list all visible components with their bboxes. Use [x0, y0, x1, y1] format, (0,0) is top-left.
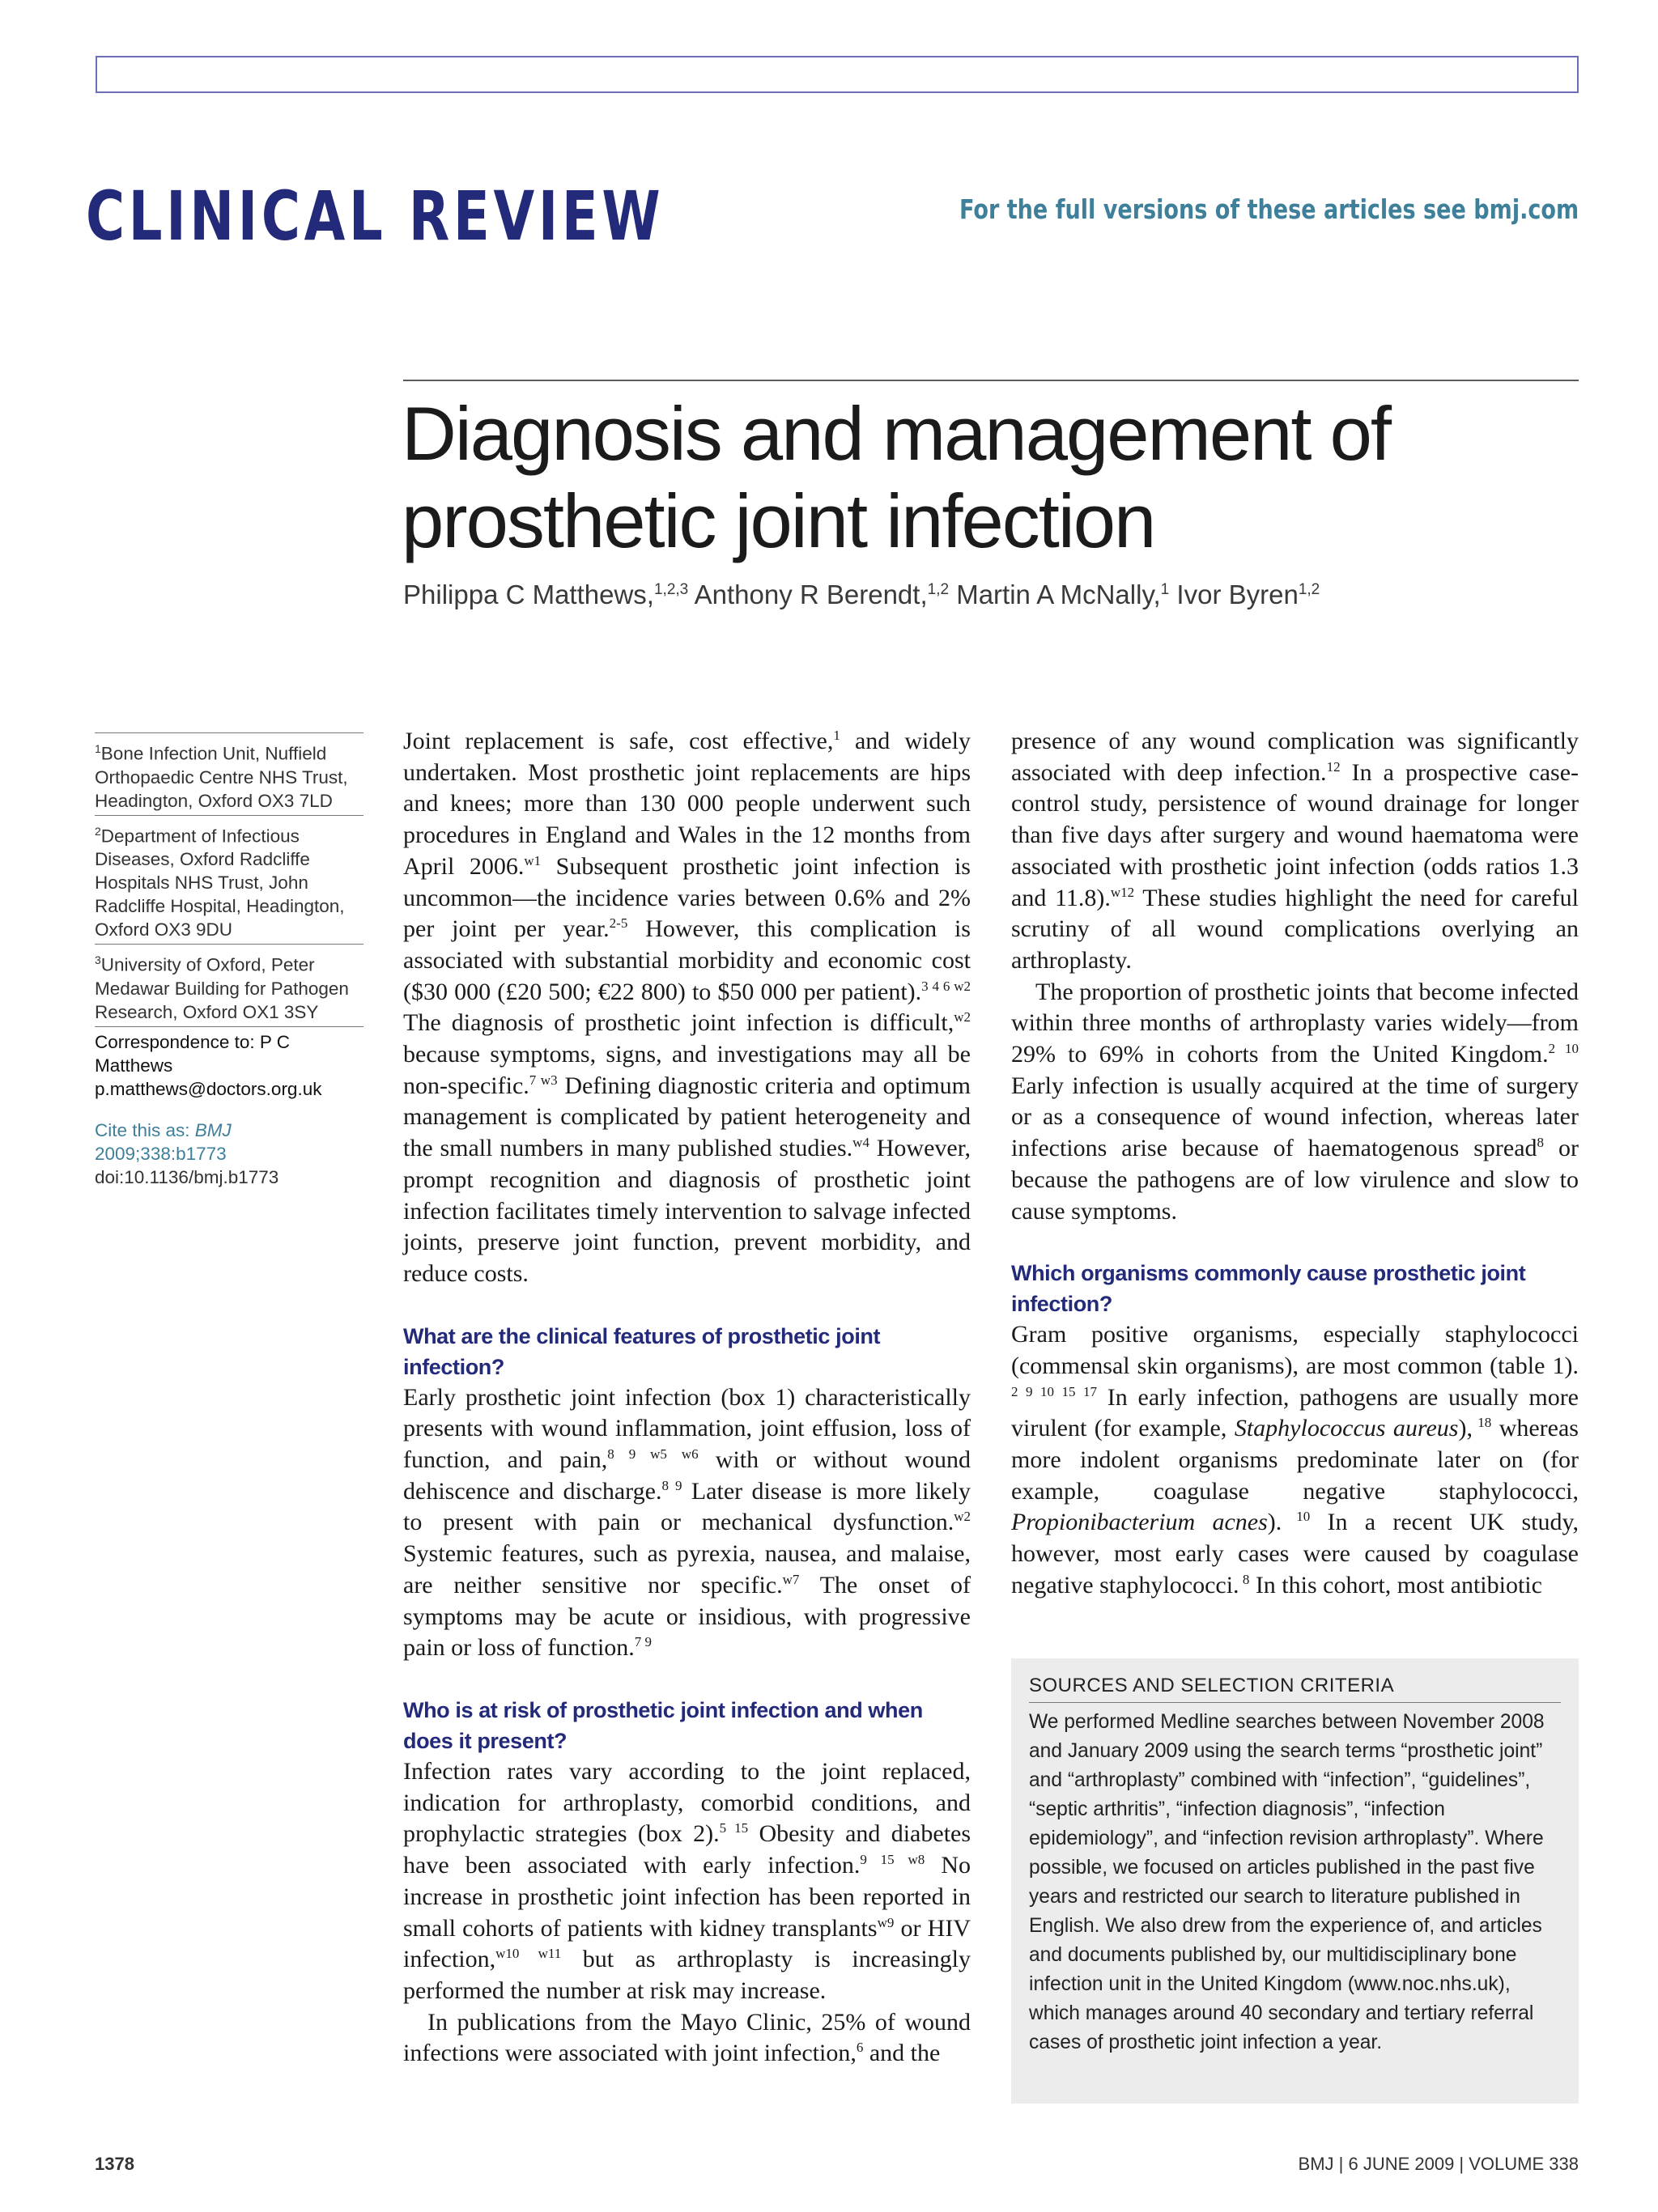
affiliation-number: 3 — [95, 953, 101, 966]
cite-label: Cite this as: — [95, 1119, 195, 1140]
paragraph — [1011, 1319, 1579, 1601]
cite-line — [95, 1119, 363, 1165]
text-run: Systemic features, such as pyrexia, nausea, and malaise, are neither sensitive nor specific. — [403, 1540, 971, 1598]
author — [695, 580, 957, 609]
author — [956, 580, 1176, 609]
citation-ref[interactable]: 5 15 — [719, 1820, 749, 1836]
paragraph — [1011, 977, 1579, 1228]
text-run: These studies highlight the need for careful scrutiny of all wound complications overlying an arthroplasty. — [1011, 884, 1579, 974]
author-affiliation-ref: 1,2 — [927, 581, 950, 598]
text-run: However, prompt recognition and diagnosis of prosthetic joint infection facilitates timely intervention to salvage infected joints, preserve joint function, prevent morbidity, and reduce costs. — [403, 1135, 971, 1287]
citation-ref[interactable]: w9 — [877, 1914, 895, 1930]
citation-ref[interactable]: 8 — [1537, 1135, 1545, 1151]
paragraph — [403, 2007, 971, 2070]
citation-ref[interactable]: 2 9 10 15 17 — [1011, 1383, 1098, 1399]
citation-ref[interactable]: w1 — [524, 852, 542, 868]
correspondence-email[interactable]: p.matthews@doctors.org.uk — [95, 1078, 322, 1099]
citation-ref[interactable]: 2 10 — [1548, 1041, 1579, 1057]
citation-ref[interactable]: 10 — [1282, 1509, 1311, 1525]
text-run: In a recent UK study, however, most early cases were caused by coagulase negative staphylococci. — [1011, 1509, 1579, 1598]
citation-ref[interactable]: w4 — [852, 1135, 869, 1151]
text-run: ), — [1458, 1415, 1473, 1442]
citation-ref[interactable]: 18 — [1472, 1415, 1492, 1431]
author-affiliation-ref: 1,2 — [1298, 581, 1320, 598]
citation-ref[interactable]: 7 9 — [634, 1634, 653, 1650]
text-run: Infection rates vary according to the joint replaced, indication for arthroplasty, comorbid conditions, and prophylactic strategies (box 2). — [403, 1757, 971, 1848]
text-run: In early infection, pathogens are usually more virulent (for example, — [1011, 1383, 1579, 1442]
text-run: and widely undertaken. Most prosthetic joint replacements are hips and knees; more than 130 000 people underwent such procedures in England and Wales in the 12 months from April 2006. — [403, 728, 971, 880]
text-run: or HIV infection, — [403, 1914, 971, 1973]
affiliation — [95, 732, 363, 815]
title-line-1: Diagnosis and management of — [402, 391, 1391, 476]
italic-term: Staphylococcus aureus — [1234, 1415, 1459, 1442]
text-run: ). — [1267, 1509, 1282, 1536]
affiliation-number: 2 — [95, 824, 101, 838]
text-run: The onset of symptoms may be acute or insidious, with progressive pain or loss of function. — [403, 1571, 971, 1662]
citation — [95, 1119, 363, 1189]
citation-ref[interactable]: 1 — [833, 728, 840, 743]
text-run: whereas more indolent organisms predominate later on (for example, coagulase negative staphylococci, — [1011, 1415, 1579, 1505]
author-name: Martin A McNally, — [956, 580, 1161, 609]
sources-body: We performed Medline searches between November 2008 and January 2009 using the search terms “prosthetic joint” and “arthroplasty” combined with “infection”, “guidelines”, “septic arthritis”, “infection diagnosis”, “infection epidemiology”, and “infection revision arthroplasty”. Where possible, we focused on articles published in the past five years and restricted our search to literature published in English. We also drew from the experience of, and articles and documents published by, our multidisciplinary bone infection unit in the United Kingdom (www.noc.nhs.uk), which manages around 40 secondary and tertiary referral cases of prosthetic joint infection a year. — [1029, 1711, 1545, 2053]
text-run: Gram positive organisms, especially staphylococci (commensal skin organisms), are most common (table 1). — [1011, 1321, 1579, 1379]
affiliation-text: Bone Infection Unit, Nuffield Orthopaedic Centre NHS Trust, Headington, Oxford OX3 7LD — [95, 743, 348, 811]
correspondence-name: Correspondence to: P C Matthews — [95, 1031, 290, 1076]
section-heading: Who is at risk of prosthetic joint infection and when does it present? — [403, 1697, 923, 1753]
section-heading: Which organisms commonly cause prosthetic joint infection? — [1011, 1261, 1526, 1317]
section-label: CLINICAL REVIEW — [86, 176, 665, 256]
text-run: However, this complication is associated with substantial morbidity and economic cost ($30 000 (£20 500; €22 800) to $50 000 per patient). — [403, 915, 971, 1005]
journal-info: BMJ | 6 JUNE 2009 | VOLUME 338 — [1298, 2154, 1579, 2174]
citation-ref[interactable]: 2-5 — [609, 915, 628, 932]
citation-ref[interactable]: 6 — [856, 2040, 864, 2056]
author-list — [403, 580, 1320, 610]
citation-ref[interactable]: w10 w11 — [495, 1946, 562, 1962]
affiliation-number: 1 — [95, 742, 101, 755]
text-run: but as arthroplasty is increasingly performed the number at risk may increase. — [403, 1946, 971, 2004]
author-affiliation-ref: 1,2,3 — [653, 581, 689, 598]
citation-ref[interactable]: 3 4 6 w2 — [921, 978, 971, 994]
author-name: Anthony R Berendt, — [694, 580, 928, 609]
citation-ref[interactable]: 9 15 w8 — [860, 1852, 925, 1868]
cite-ref: 2009;338:b1773 — [95, 1143, 227, 1164]
title-rule — [403, 380, 1579, 381]
correspondence — [95, 1026, 363, 1101]
header-rule-box — [96, 56, 1579, 93]
citation-ref[interactable]: w2 — [954, 1509, 971, 1525]
text-run: because symptoms, signs, and investigations may all be non-specific. — [403, 1041, 971, 1099]
author — [403, 580, 695, 609]
sources-heading: SOURCES AND SELECTION CRITERIA — [1029, 1675, 1561, 1703]
cite-journal: BMJ — [194, 1119, 232, 1140]
citation-ref[interactable]: w7 — [782, 1571, 800, 1587]
text-run: In this cohort, most antibiotic — [1249, 1571, 1542, 1598]
text-run: The diagnosis of prosthetic joint infection is difficult, — [403, 1009, 954, 1037]
italic-term: Propionibacterium acnes — [1011, 1509, 1268, 1536]
author-name: Ivor Byren — [1176, 580, 1299, 609]
citation-ref[interactable]: 8 — [1239, 1571, 1250, 1587]
text-run: Obesity and diabetes have been associated with early infection. — [403, 1820, 971, 1879]
text-run: Early prosthetic joint infection (box 1) characteristically presents with wound inflammation, joint effusion, loss of function, and pain, — [403, 1383, 971, 1474]
affiliation — [95, 944, 363, 1026]
body-column-2 — [1011, 726, 1579, 1602]
text-run: Joint replacement is safe, cost effective, — [403, 728, 834, 754]
text-run: with or without wound dehiscence and discharge. — [403, 1446, 971, 1505]
text-run: or because the pathogens are of low virulence and slow to cause symptoms. — [1011, 1135, 1579, 1225]
full-versions-link-text[interactable]: For the full versions of these articles see bmj.com — [959, 193, 1579, 225]
author-affiliation-ref: 1 — [1160, 581, 1170, 598]
citation-ref[interactable]: w2 — [954, 1009, 971, 1025]
article-title — [402, 390, 1535, 565]
text-run: presence of any wound complication was significantly associated with deep infection. — [1011, 728, 1579, 786]
section-heading: What are the clinical features of prosthetic joint infection? — [403, 1323, 881, 1379]
text-run: In a prospective case-control study, persistence of wound drainage for longer than five days after surgery and wound haematoma were associated with prosthetic joint infection (odds ratios 1.3 and 11.8). — [1011, 758, 1579, 911]
doi: doi:10.1136/bmj.b1773 — [95, 1166, 279, 1187]
affiliations-sidebar — [95, 732, 363, 1189]
text-run: The proportion of prosthetic joints that become infected within three months of arthroplasty varies widely—from 29% to 69% in cohorts from the United Kingdom. — [1011, 978, 1579, 1068]
text-run: In publications from the Mayo Clinic, 25% of wound infections were associated with joint infection, — [403, 2008, 971, 2067]
paragraph — [403, 1756, 971, 2007]
paragraph — [403, 726, 971, 1290]
author — [1176, 580, 1320, 609]
affiliation-text: University of Oxford, Peter Medawar Building for Pathogen Research, Oxford OX1 3SY — [95, 954, 349, 1022]
paragraph — [1011, 726, 1579, 977]
affiliation — [95, 815, 363, 945]
text-run: Later disease is more likely to present with pain or mechanical dysfunction. — [403, 1477, 971, 1536]
citation-ref[interactable]: 7 w3 — [529, 1072, 558, 1088]
text-run: Defining diagnostic criteria and optimum management is complicated by patient heterogeneity and the small numbers in many published studies. — [403, 1072, 971, 1162]
author-name: Philippa C Matthews, — [403, 580, 654, 609]
affiliation-text: Department of Infectious Diseases, Oxford Radcliffe Hospitals NHS Trust, John Radcliffe Hospital, Headington, Oxford OX3 9DU — [95, 826, 345, 940]
text-run: Subsequent prosthetic joint infection is uncommon—the incidence varies between 0.6% and 2% per joint per year. — [403, 852, 971, 943]
title-line-2: prosthetic joint infection — [402, 478, 1155, 563]
citation-ref[interactable]: 8 9 w5 w6 — [607, 1446, 699, 1463]
body-column-1 — [403, 726, 971, 2070]
paragraph — [403, 1382, 971, 1664]
citation-ref[interactable]: w12 — [1110, 884, 1135, 900]
page-number: 1378 — [95, 2154, 134, 2174]
citation-ref[interactable]: 12 — [1326, 758, 1341, 775]
affiliation-list — [95, 732, 363, 1026]
text-run: No increase in prosthetic joint infection has been reported in small cohorts of patients with kidney transplants — [403, 1852, 971, 1942]
sources-and-selection-criteria-box — [1011, 1658, 1579, 2104]
citation-ref[interactable]: 8 9 — [661, 1477, 682, 1493]
text-run: and the — [863, 2040, 941, 2067]
text-run: Early infection is usually acquired at the time of surgery or as a consequence of wound infection, whereas later infections arise because of haematogenous spread — [1011, 1072, 1579, 1162]
